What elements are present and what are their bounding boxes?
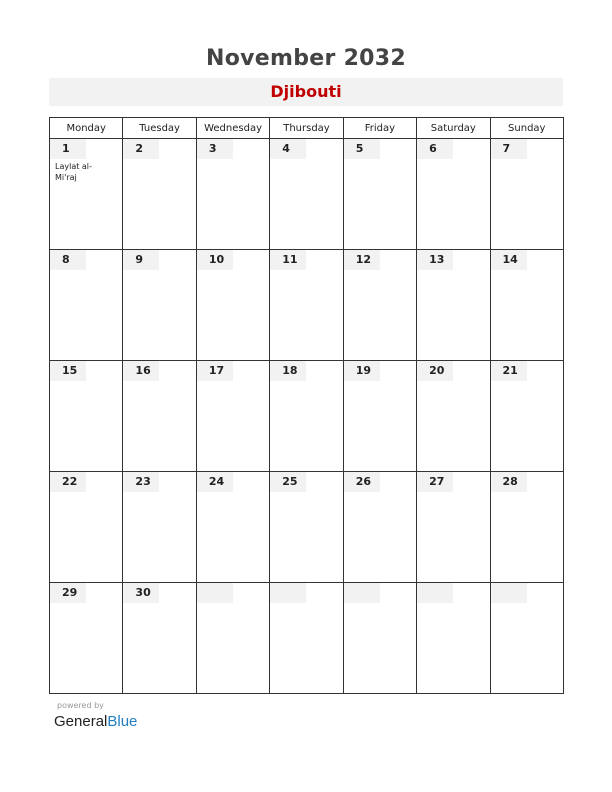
weekday-header: Tuesday bbox=[123, 118, 196, 139]
day-number: 24 bbox=[197, 472, 233, 492]
week-row bbox=[50, 583, 564, 694]
weekday-header: Sunday bbox=[490, 118, 563, 139]
day-number: 15 bbox=[50, 361, 86, 381]
day-number: 8 bbox=[50, 250, 86, 270]
week-row bbox=[50, 472, 564, 583]
day-cell bbox=[270, 583, 343, 694]
day-cell bbox=[490, 139, 563, 250]
day-cell bbox=[417, 250, 490, 361]
day-cell bbox=[270, 139, 343, 250]
country-name: Djibouti bbox=[270, 82, 342, 101]
empty-day-number bbox=[417, 583, 453, 603]
country-banner bbox=[49, 78, 563, 106]
weekday-header-row bbox=[50, 118, 564, 139]
day-number: 7 bbox=[491, 139, 527, 159]
day-cell bbox=[343, 139, 416, 250]
day-number: 18 bbox=[270, 361, 306, 381]
day-number: 5 bbox=[344, 139, 380, 159]
day-number: 9 bbox=[123, 250, 159, 270]
day-number: 29 bbox=[50, 583, 86, 603]
day-number: 3 bbox=[197, 139, 233, 159]
day-number: 21 bbox=[491, 361, 527, 381]
calendar-grid bbox=[49, 117, 564, 694]
day-cell bbox=[490, 250, 563, 361]
week-row bbox=[50, 361, 564, 472]
day-cell bbox=[123, 583, 196, 694]
day-number: 23 bbox=[123, 472, 159, 492]
weekday-header: Thursday bbox=[270, 118, 343, 139]
day-cell bbox=[123, 472, 196, 583]
day-number: 6 bbox=[417, 139, 453, 159]
day-number: 22 bbox=[50, 472, 86, 492]
day-number: 30 bbox=[123, 583, 159, 603]
day-cell bbox=[417, 472, 490, 583]
empty-day-number bbox=[491, 583, 527, 603]
holiday-label: Laylat al-Mi'raj bbox=[55, 162, 92, 182]
day-number: 13 bbox=[417, 250, 453, 270]
day-cell bbox=[490, 361, 563, 472]
day-cell bbox=[417, 361, 490, 472]
day-cell bbox=[196, 583, 269, 694]
week-row bbox=[50, 139, 564, 250]
day-cell bbox=[196, 139, 269, 250]
day-number: 14 bbox=[491, 250, 527, 270]
day-cell bbox=[343, 361, 416, 472]
day-number: 17 bbox=[197, 361, 233, 381]
day-cell bbox=[123, 361, 196, 472]
day-cell bbox=[50, 139, 123, 250]
day-number: 27 bbox=[417, 472, 453, 492]
day-number: 10 bbox=[197, 250, 233, 270]
day-cell bbox=[270, 472, 343, 583]
day-number: 4 bbox=[270, 139, 306, 159]
day-cell bbox=[123, 250, 196, 361]
day-number: 25 bbox=[270, 472, 306, 492]
day-cell bbox=[50, 361, 123, 472]
day-cell bbox=[417, 139, 490, 250]
calendar-title: November 2032 bbox=[205, 46, 407, 71]
day-cell bbox=[490, 472, 563, 583]
empty-day-number bbox=[344, 583, 380, 603]
empty-day-number bbox=[270, 583, 306, 603]
day-number: 2 bbox=[123, 139, 159, 159]
week-row bbox=[50, 250, 564, 361]
weekday-header: Friday bbox=[343, 118, 416, 139]
empty-day-number bbox=[197, 583, 233, 603]
day-cell bbox=[196, 361, 269, 472]
day-cell bbox=[270, 250, 343, 361]
day-number: 20 bbox=[417, 361, 453, 381]
day-cell bbox=[50, 250, 123, 361]
day-number: 26 bbox=[344, 472, 380, 492]
logo-general-text: General bbox=[54, 713, 108, 730]
powered-by-text: powered by bbox=[57, 701, 104, 710]
day-number: 28 bbox=[491, 472, 527, 492]
generalblue-logo[interactable] bbox=[54, 713, 137, 730]
day-cell bbox=[343, 472, 416, 583]
logo-blue-text: Blue bbox=[107, 713, 138, 730]
day-cell bbox=[343, 583, 416, 694]
day-number: 12 bbox=[344, 250, 380, 270]
weekday-header: Wednesday bbox=[196, 118, 269, 139]
weekday-header: Monday bbox=[50, 118, 123, 139]
day-cell bbox=[343, 250, 416, 361]
day-cell bbox=[123, 139, 196, 250]
day-number: 1 bbox=[50, 139, 86, 159]
day-cell bbox=[270, 361, 343, 472]
day-cell bbox=[50, 472, 123, 583]
day-cell bbox=[196, 250, 269, 361]
day-cell bbox=[196, 472, 269, 583]
day-cell bbox=[417, 583, 490, 694]
day-number: 11 bbox=[270, 250, 306, 270]
weekday-header: Saturday bbox=[417, 118, 490, 139]
day-cell bbox=[490, 583, 563, 694]
day-cell bbox=[50, 583, 123, 694]
day-number: 16 bbox=[123, 361, 159, 381]
day-number: 19 bbox=[344, 361, 380, 381]
